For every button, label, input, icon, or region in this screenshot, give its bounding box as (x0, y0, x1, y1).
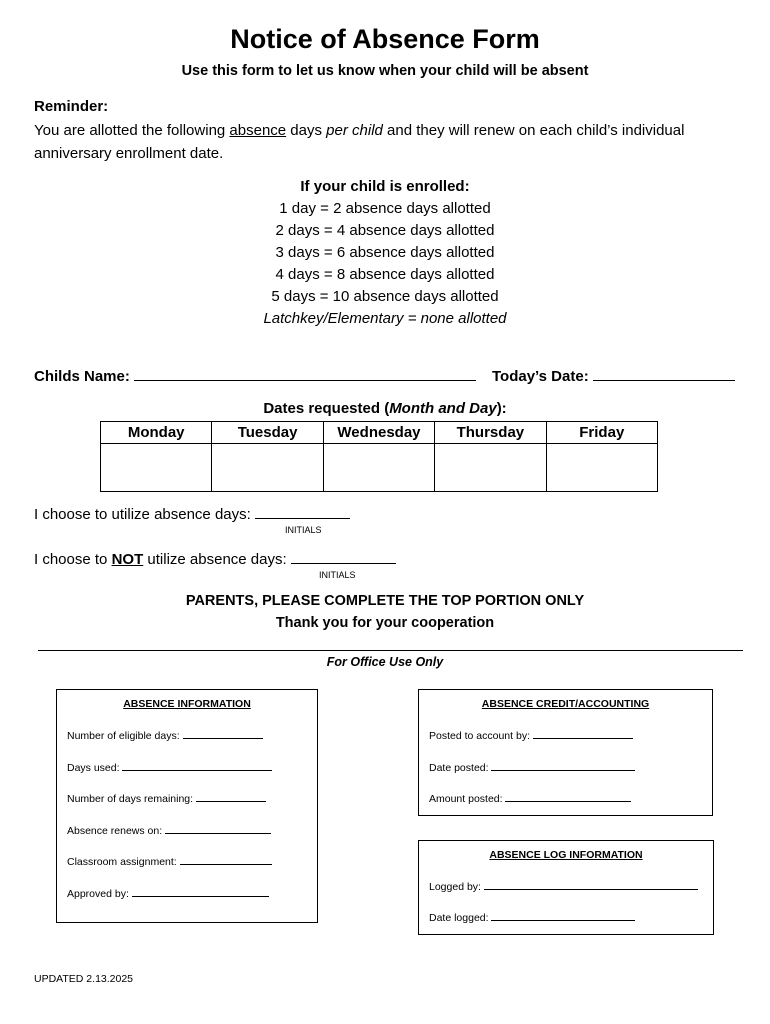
table-header-row (101, 422, 658, 444)
field-label: Posted to account by: (429, 730, 530, 742)
field-label: Classroom assignment: (67, 856, 177, 868)
absence-renews-field (67, 824, 271, 837)
todays-date-label: Today’s Date: (492, 368, 589, 385)
allotment-line: 5 days = 10 absence days allotted (271, 288, 499, 305)
divider-line (38, 650, 743, 651)
field-label: Amount posted: (429, 793, 503, 805)
field-line[interactable] (533, 729, 633, 739)
initials-caption: INITIALS (319, 570, 356, 580)
table-row (101, 444, 658, 492)
reminder-absence-underlined: absence (229, 122, 287, 139)
dates-requested-italic: Month and Day (389, 400, 497, 417)
posted-to-account-field (429, 729, 633, 742)
reminder-label: Reminder: (34, 98, 109, 115)
choose-not-utilize-row (34, 549, 396, 568)
monday-date-cell[interactable] (101, 444, 212, 492)
column-header-friday: Friday (546, 422, 657, 444)
choose-not-text: utilize absence days: (143, 551, 287, 568)
friday-date-cell[interactable] (546, 444, 657, 492)
classroom-assignment-field (67, 855, 272, 868)
allotment-line: 1 day = 2 absence days allotted (279, 200, 491, 217)
absence-information-title: ABSENCE INFORMATION (123, 698, 251, 710)
dates-requested-text: Dates requested ( (263, 400, 390, 417)
dates-requested-text: ): (496, 400, 507, 417)
column-header-thursday: Thursday (435, 422, 546, 444)
dates-requested-label (0, 400, 770, 417)
column-header-tuesday: Tuesday (212, 422, 323, 444)
absence-information-box (56, 689, 318, 923)
parents-notice: PARENTS, PLEASE COMPLETE THE TOP PORTION ONLY (185, 593, 585, 609)
allotment-heading: If your child is enrolled: (300, 178, 470, 195)
thank-you-note: Thank you for your cooperation (275, 615, 495, 631)
column-header-wednesday: Wednesday (323, 422, 434, 444)
thursday-date-cell[interactable] (435, 444, 546, 492)
choose-utilize-label: I choose to utilize absence days: (34, 506, 251, 523)
approved-by-field (67, 887, 269, 900)
allotment-line: 4 days = 8 absence days allotted (275, 266, 495, 283)
field-line[interactable] (180, 855, 272, 865)
reminder-per-child-italic: per child (326, 122, 383, 139)
date-posted-field (429, 761, 635, 774)
date-logged-field (429, 911, 635, 924)
choose-not-emphasis: NOT (111, 551, 144, 568)
days-remaining-field (67, 792, 266, 805)
logged-by-field (429, 880, 698, 893)
choose-not-text: I choose to (34, 551, 112, 568)
allotment-latchkey: Latchkey/Elementary = none allotted (263, 310, 507, 327)
field-label: Date logged: (429, 912, 489, 924)
field-line[interactable] (491, 761, 635, 771)
choose-utilize-row (34, 504, 350, 523)
page-subtitle: Use this form to let us know when your child will be absent (181, 63, 589, 79)
allotment-line: 2 days = 4 absence days allotted (275, 222, 495, 239)
reminder-text-part: You are allotted the following (34, 122, 230, 139)
childs-name-label: Childs Name: (34, 368, 130, 385)
reminder-text-part: and they will renew on each child’s individual anniversary enrollment date. (34, 122, 685, 162)
wednesday-date-cell[interactable] (323, 444, 434, 492)
field-label: Logged by: (429, 881, 481, 893)
amount-posted-field (429, 792, 631, 805)
utilize-initials-field[interactable] (255, 504, 350, 519)
page-title: Notice of Absence Form (230, 24, 540, 54)
childs-name-field[interactable] (134, 366, 476, 381)
absence-log-title: ABSENCE LOG INFORMATION (489, 849, 643, 861)
field-label: Date posted: (429, 762, 489, 774)
column-header-monday: Monday (101, 422, 212, 444)
field-label: Approved by: (67, 888, 129, 900)
todays-date-row (492, 366, 735, 385)
field-line[interactable] (183, 729, 263, 739)
childs-name-row (34, 366, 476, 385)
todays-date-field[interactable] (593, 366, 735, 381)
field-line[interactable] (491, 911, 635, 921)
initials-caption: INITIALS (285, 525, 322, 535)
field-line[interactable] (122, 761, 272, 771)
absence-credit-title: ABSENCE CREDIT/ACCOUNTING (481, 698, 650, 710)
reminder-text-part: days (286, 122, 327, 139)
field-line[interactable] (484, 880, 698, 890)
field-label: Days used: (67, 762, 120, 774)
field-label: Number of days remaining: (67, 793, 194, 805)
field-line[interactable] (505, 792, 631, 802)
reminder-text (34, 119, 754, 165)
updated-footer: UPDATED 2.13.2025 (34, 973, 134, 985)
office-use-label: For Office Use Only (326, 655, 444, 669)
allotment-line: 3 days = 6 absence days allotted (275, 244, 495, 261)
absence-log-box (418, 840, 714, 935)
absence-credit-box (418, 689, 713, 816)
field-label: Number of eligible days: (67, 730, 180, 742)
field-label: Absence renews on: (67, 825, 163, 837)
dates-requested-table (100, 421, 658, 492)
days-used-field (67, 761, 272, 774)
not-utilize-initials-field[interactable] (291, 549, 396, 564)
eligible-days-field (67, 729, 263, 742)
field-line[interactable] (165, 824, 271, 834)
tuesday-date-cell[interactable] (212, 444, 323, 492)
field-line[interactable] (196, 792, 266, 802)
field-line[interactable] (132, 887, 269, 897)
